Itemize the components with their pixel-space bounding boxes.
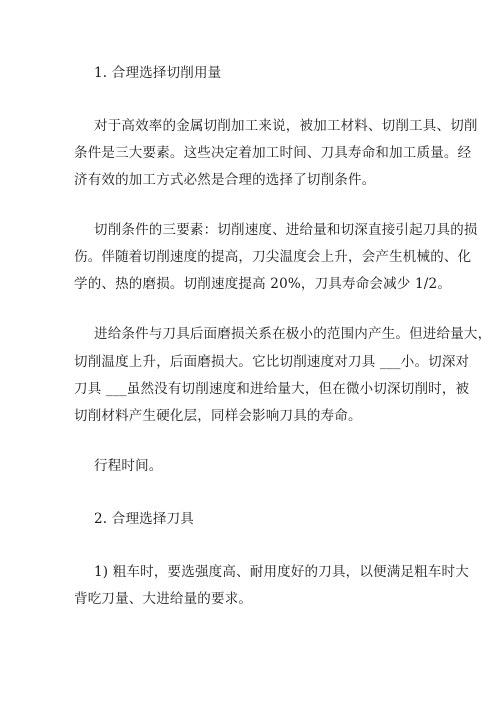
paragraph-line: 伤。伴随着切削速度的提高，刀尖温度会上升，会产生机械的、化 bbox=[74, 249, 472, 265]
paragraph-line: 切削条件的三要素：切削速度、进给量和切深直接引起刀具的损 bbox=[94, 222, 478, 238]
paragraph-line: 条件是三大要素。这些决定着加工时间、刀具寿命和加工质量。经 bbox=[74, 145, 472, 161]
section-heading-2: 2. 合理选择刀具 bbox=[94, 511, 194, 527]
paragraph-line: 切削温度上升，后面磨损大。它比切削速度对刀具 ___小。切深对 bbox=[74, 354, 470, 370]
paragraph-line: 学的、热的磨损。切削速度提高 20%，刀具寿命会减少 1/2。 bbox=[74, 276, 452, 292]
paragraph-line: 济有效的加工方式必然是合理的选择了切削条件。 bbox=[74, 172, 376, 188]
paragraph-line: 对于高效率的金属切削加工来说，被加工材料、切削工具、切削 bbox=[94, 118, 478, 134]
paragraph-line: 切削材料产生硬化层，同样会影响刀具的寿命。 bbox=[74, 408, 362, 424]
section-heading-1: 1. 合理选择切削用量 bbox=[94, 65, 222, 81]
list-item-line: 背吃刀量、大进给量的要求。 bbox=[74, 591, 253, 607]
paragraph-line: 进给条件与刀具后面磨损关系在极小的范围内产生。但进给量大， bbox=[94, 326, 492, 342]
paragraph-line: 刀具 ___虽然没有切削速度和进给量大，但在微小切深切削时，被 bbox=[74, 381, 470, 397]
paragraph-line: 行程时间。 bbox=[94, 458, 163, 474]
list-item-line: 1) 粗车时，要选强度高、耐用度好的刀具，以便满足粗车时大 bbox=[94, 564, 469, 580]
